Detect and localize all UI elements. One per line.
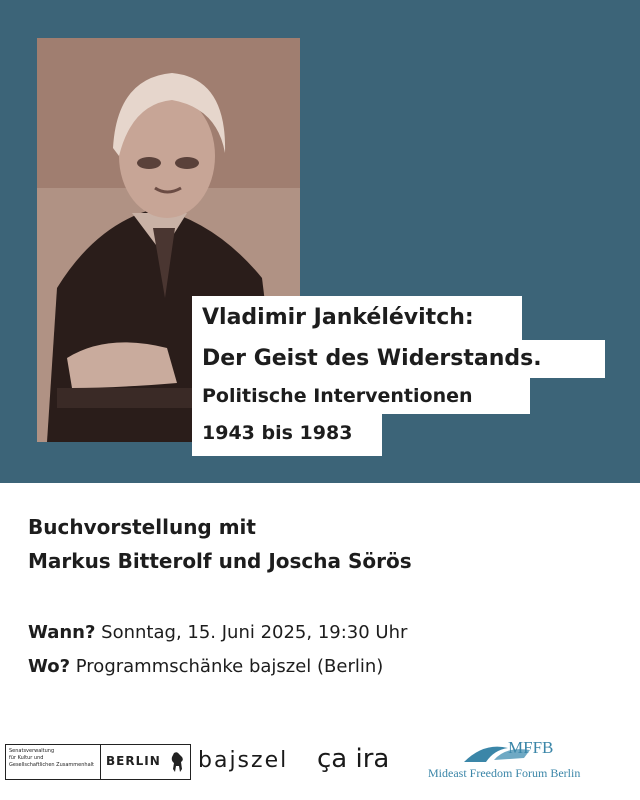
senat-berlin-logo — [5, 744, 191, 780]
bajszel-logo: bajszel — [198, 748, 289, 773]
event-subtitle — [28, 510, 412, 578]
mffb-title: MFFB — [508, 738, 554, 757]
where-value: Programmschänke bajszel (Berlin) — [75, 656, 384, 677]
where-row — [28, 650, 407, 684]
title-line-4: 1943 bis 1983 — [192, 414, 382, 456]
sponsor-logos — [0, 732, 640, 792]
caira-logo: ça ira — [317, 744, 390, 774]
berlin-wordmark: BERLIN — [106, 754, 161, 768]
title-line-3: Politische Interventionen — [192, 378, 530, 414]
subtitle-line-2: Markus Bitterolf und Joscha Sörös — [28, 549, 412, 573]
title-line-2: Der Geist des Widerstands. — [192, 340, 605, 378]
mffb-subtitle: Mideast Freedom Forum Berlin — [428, 766, 581, 780]
berlin-bear-icon — [169, 751, 185, 773]
senat-divider — [100, 745, 101, 779]
event-details — [28, 616, 407, 684]
when-label: Wann? — [28, 622, 96, 643]
when-row — [28, 616, 407, 650]
where-label: Wo? — [28, 656, 71, 677]
title-line-1: Vladimir Jankélévitch: — [192, 296, 522, 340]
mffb-logo — [428, 736, 628, 786]
when-value: Sonntag, 15. Juni 2025, 19:30 Uhr — [101, 622, 408, 643]
senat-text: Senatsverwaltung für Kultur und Gesellschaftlichen Zusammenhalt — [9, 748, 94, 768]
subtitle-line-1: Buchvorstellung mit — [28, 515, 256, 539]
